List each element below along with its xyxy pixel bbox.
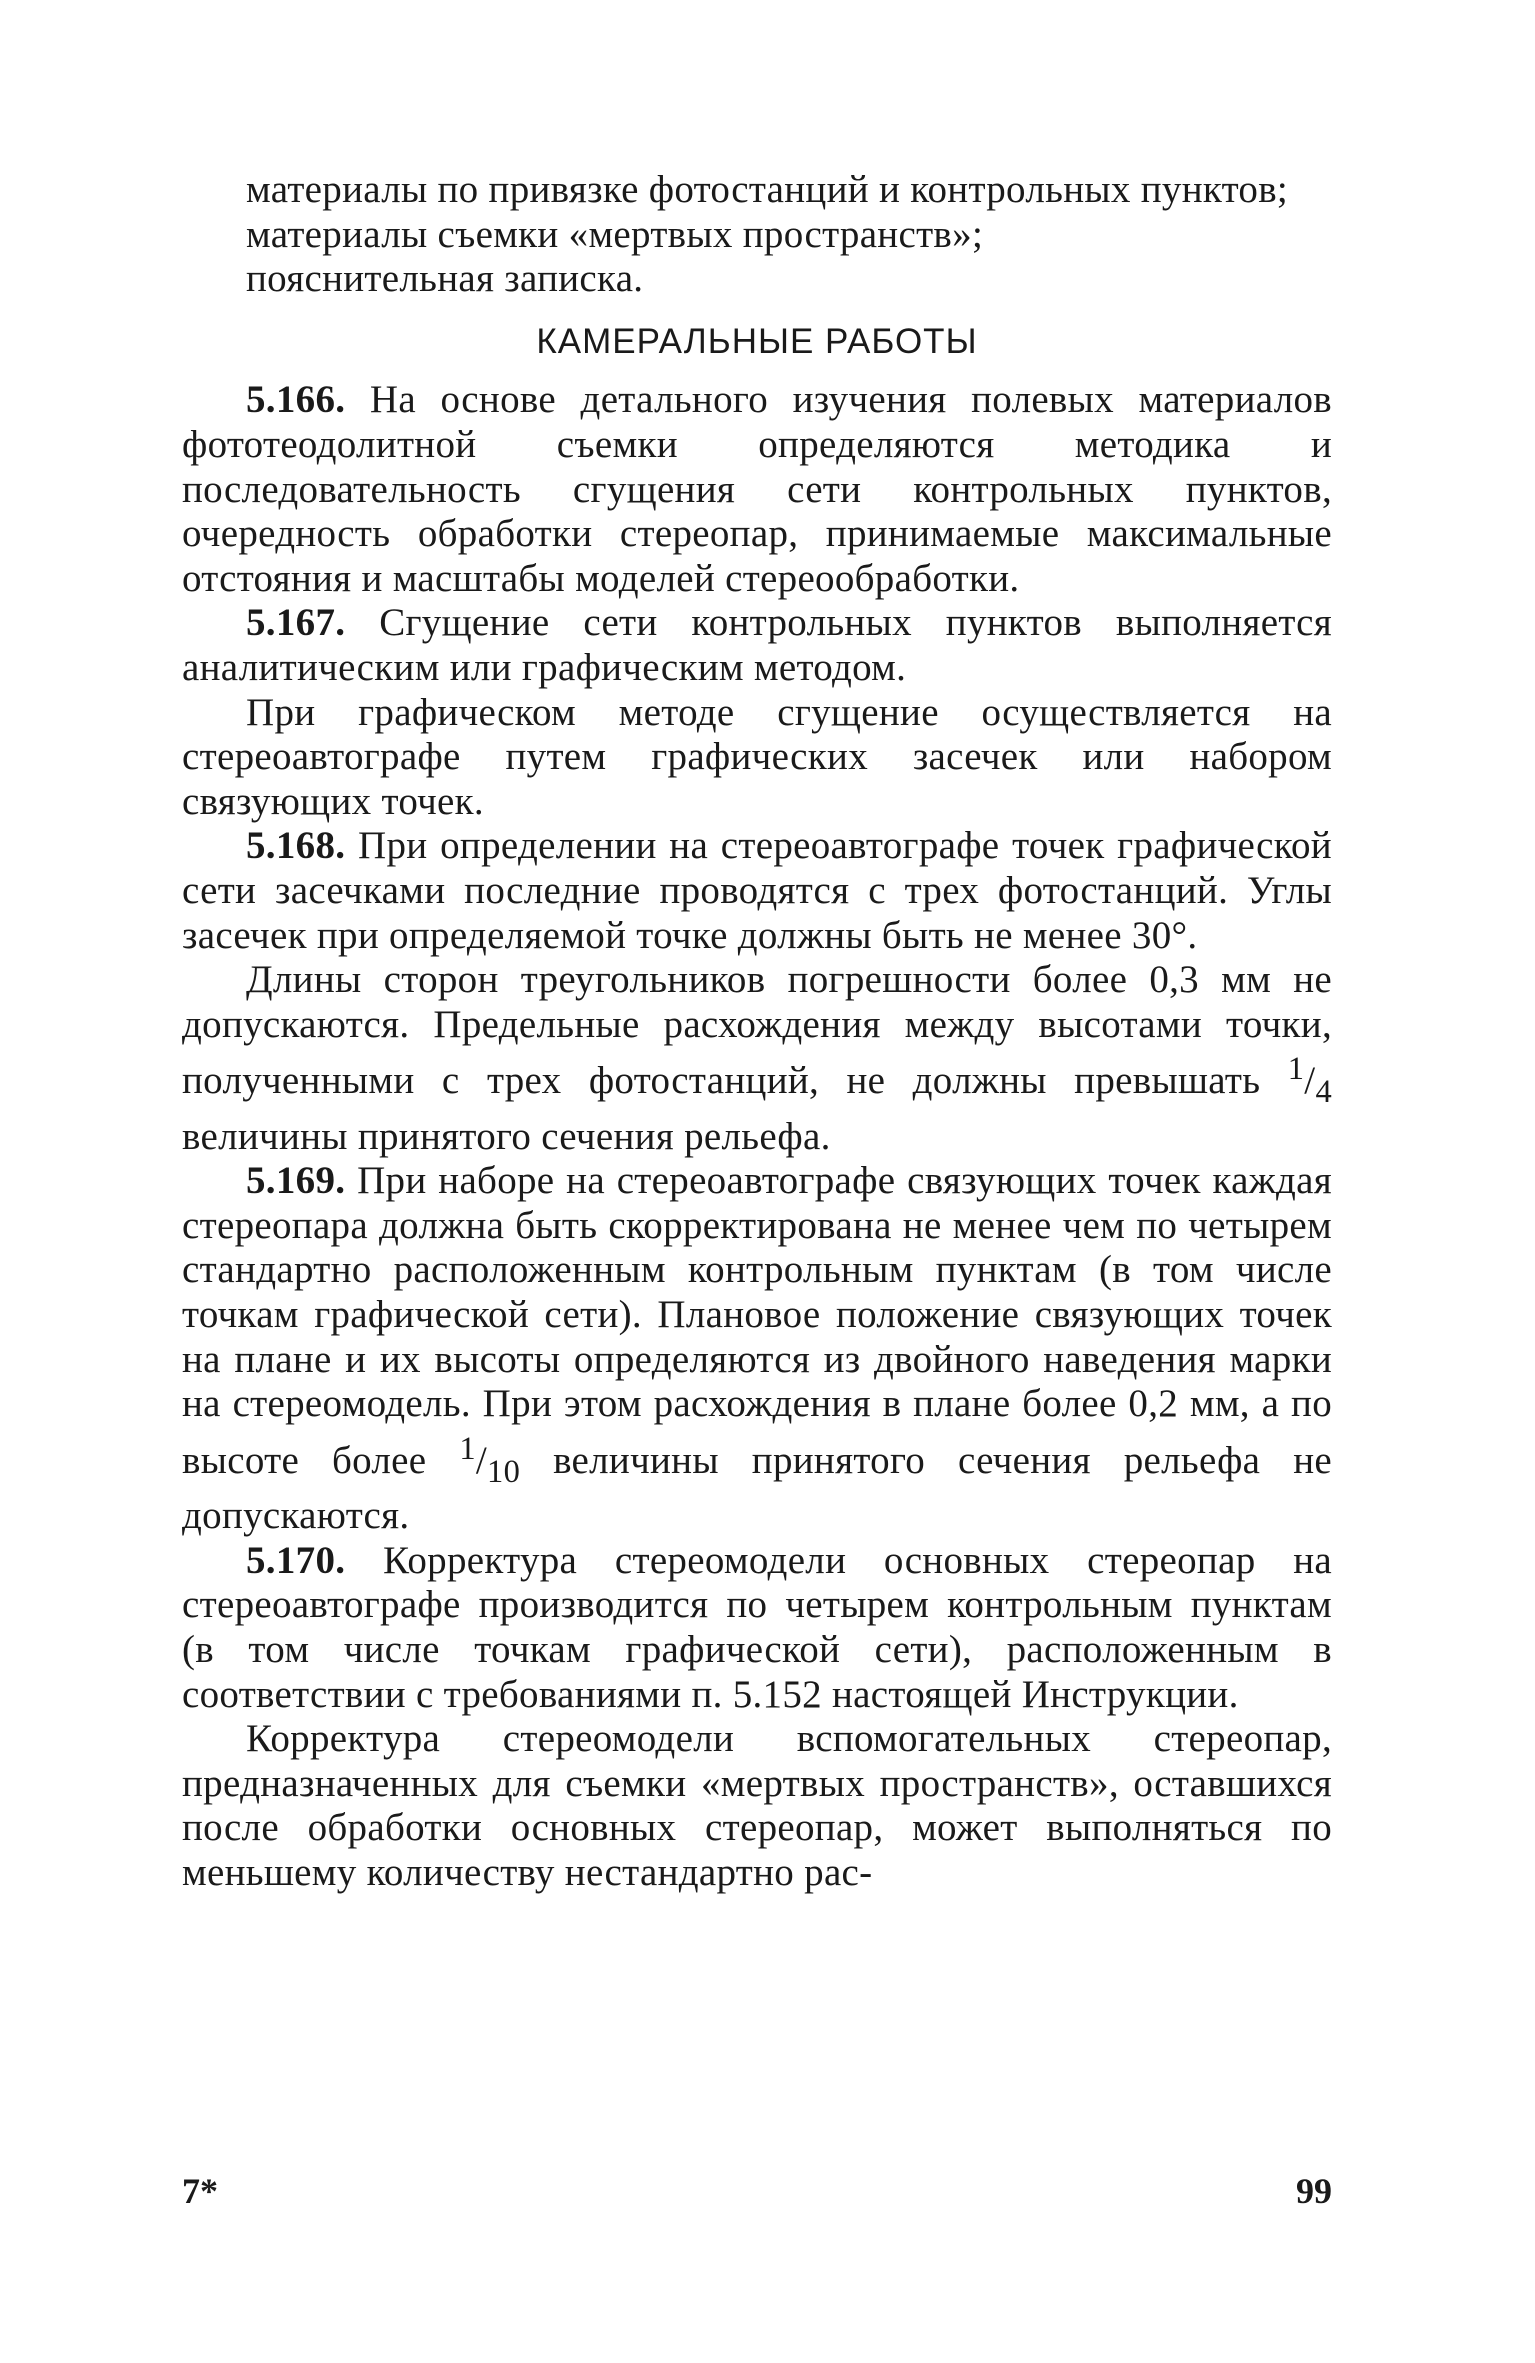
section-heading: КАМЕРАЛЬНЫЕ РАБОТЫ xyxy=(536,321,978,361)
page-number: 99 xyxy=(1296,2171,1332,2211)
paragraph-materials-binding: материалы по привязке фотостанций и контрольных пунктов; xyxy=(246,168,1289,211)
clause-text: Корректура стереомодели основных стереопар на стереоавтографе производится по четырем контрольным пунктам (в том числе точкам графической сети), расположенным в соответствии с требованиями п. 5.152 настоящей Инструкции. xyxy=(182,1538,1332,1716)
clause-number: 5.169. xyxy=(246,1159,346,1203)
clause-number: 5.168. xyxy=(246,824,346,868)
clause-number: 5.166. xyxy=(246,378,346,422)
paragraph-materials-dead-space: материалы съемки «мертвых пространств»; xyxy=(246,212,984,256)
clause-5-167 xyxy=(182,601,1332,690)
clause-5-168 xyxy=(182,824,1332,958)
clause-text: Сгущение сети контрольных пунктов выполняется аналитическим или графическим методом. xyxy=(182,601,1332,689)
fraction-denominator: 10 xyxy=(487,1453,521,1490)
fraction-quarter: $^1/_4$ xyxy=(1287,1051,1332,1111)
clause-text: При наборе на стереоавтографе связующих точек каждая стереопара должна быть скорректирована не менее чем по четырем стандартно расположенным контрольным пунктам (в том числе точкам графической сети). Плановое положение связующих точек на плане и их высоты определяются из двойного наведения марки на стереомодель. При этом расхождения в плане более 0,2 мм, а по высоте более xyxy=(182,1159,1332,1482)
text-segment: Длины сторон треугольников погрешности более 0,3 мм не допускаются. Предельные расхождения между высотами точки, полученными с трех фотостанций, не должны превышать xyxy=(182,958,1332,1103)
fraction-tenth: $^1/_{10}$ xyxy=(459,1430,521,1490)
signature-mark: 7* xyxy=(182,2171,218,2211)
clause-text: величины принятого сечения рельефа не допускаются. xyxy=(182,1438,1332,1538)
fraction-denominator: 4 xyxy=(1315,1074,1332,1111)
paragraph-graphic-method: При графическом методе сгущение осуществляется на стереоавтографе путем графических засечек или набором связующих точек. xyxy=(182,690,1332,823)
clause-number: 5.167. xyxy=(246,601,346,645)
paragraph-auxiliary-stereopairs: Корректура стереомодели вспомогательных стереопар, предназначенных для съемки «мертвых пространств», оставшихся после обработки основных стереопар, может выполняться по меньшему количеству нестандартно рас- xyxy=(182,1717,1332,1894)
clause-number: 5.170. xyxy=(246,1538,346,1582)
text-segment: величины принятого сечения рельефа. xyxy=(182,1114,831,1158)
fraction-numerator: 1 xyxy=(1287,1051,1305,1088)
paragraph-explanatory-note: пояснительная записка. xyxy=(246,257,644,301)
paragraph-triangle-lengths xyxy=(182,958,1332,1159)
clause-5-166 xyxy=(182,378,1332,601)
fraction-numerator: 1 xyxy=(459,1430,476,1467)
clause-text: При определении на стереоавтографе точек графической сети засечками последние проводятся с трех фотостанций. Углы засечек при определяемой точке должны быть не менее 30°. xyxy=(182,824,1332,957)
clause-5-169 xyxy=(182,1159,1332,1539)
clause-5-170 xyxy=(182,1539,1332,1717)
clause-text: На основе детального изучения полевых материалов фототеодолитной съемки определяются методика и последовательность сгущения сети контрольных пунктов, очередность обработки стереопар, принимаемые максимальные отстояния и масштабы моделей стереообработки. xyxy=(182,378,1332,600)
page-footer xyxy=(182,2170,1332,2220)
text-body xyxy=(182,168,1332,1896)
